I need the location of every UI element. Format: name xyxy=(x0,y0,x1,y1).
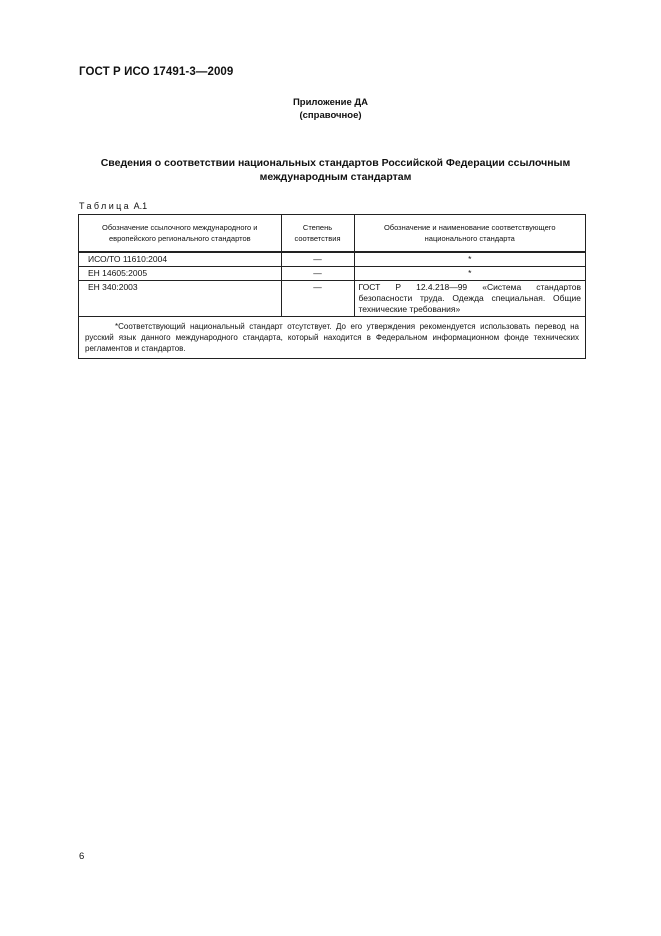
appendix-title: Приложение ДА xyxy=(292,97,369,108)
table-caption xyxy=(79,201,147,211)
table-caption-word: Таблица xyxy=(79,201,132,211)
table-header-row xyxy=(79,215,586,253)
cell-designation: ЕН 14605:2005 xyxy=(79,267,282,281)
table-row xyxy=(79,281,586,317)
cell-designation: ЕН 340:2003 xyxy=(79,281,282,317)
document-code: ГОСТ Р ИСО 17491-3—2009 xyxy=(79,66,234,78)
header-international-standard: Обозначение ссылочного международного и европейского регионального стандартов xyxy=(79,215,282,253)
page-number: 6 xyxy=(79,851,85,862)
header-degree-of-conformity: Степень соответствия xyxy=(281,215,354,253)
cell-national: * xyxy=(354,267,586,281)
standards-table xyxy=(78,214,586,359)
cell-national: ГОСТ Р 12.4.218—99 «Система стандартов безопасности труда. Одежда специальная. Общие технические требования» xyxy=(354,281,586,317)
appendix-heading xyxy=(0,96,661,122)
cell-national: * xyxy=(354,252,586,267)
cell-degree: — xyxy=(281,281,354,317)
table-footnote: *Соответствующий национальный стандарт отсутствует. До его утверждения рекомендуется использовать перевод на русский язык данного международного стандарта, который находится в Федеральном информационном фонде технических регламентов и стандартов. xyxy=(79,317,586,359)
cell-degree: — xyxy=(281,267,354,281)
header-national-standard: Обозначение и наименование соответствующего национального стандарта xyxy=(354,215,586,253)
table-row xyxy=(79,267,586,281)
section-title: Сведения о соответствии национальных стандартов Российской Федерации ссылочным международным стандартам xyxy=(100,157,571,183)
table-caption-number: А.1 xyxy=(133,201,148,211)
cell-degree: — xyxy=(281,252,354,267)
table-footnote-row xyxy=(79,317,586,359)
table-row xyxy=(79,252,586,267)
appendix-subtitle: (справочное) xyxy=(299,110,362,121)
cell-designation: ИСО/ТО 11610:2004 xyxy=(79,252,282,267)
